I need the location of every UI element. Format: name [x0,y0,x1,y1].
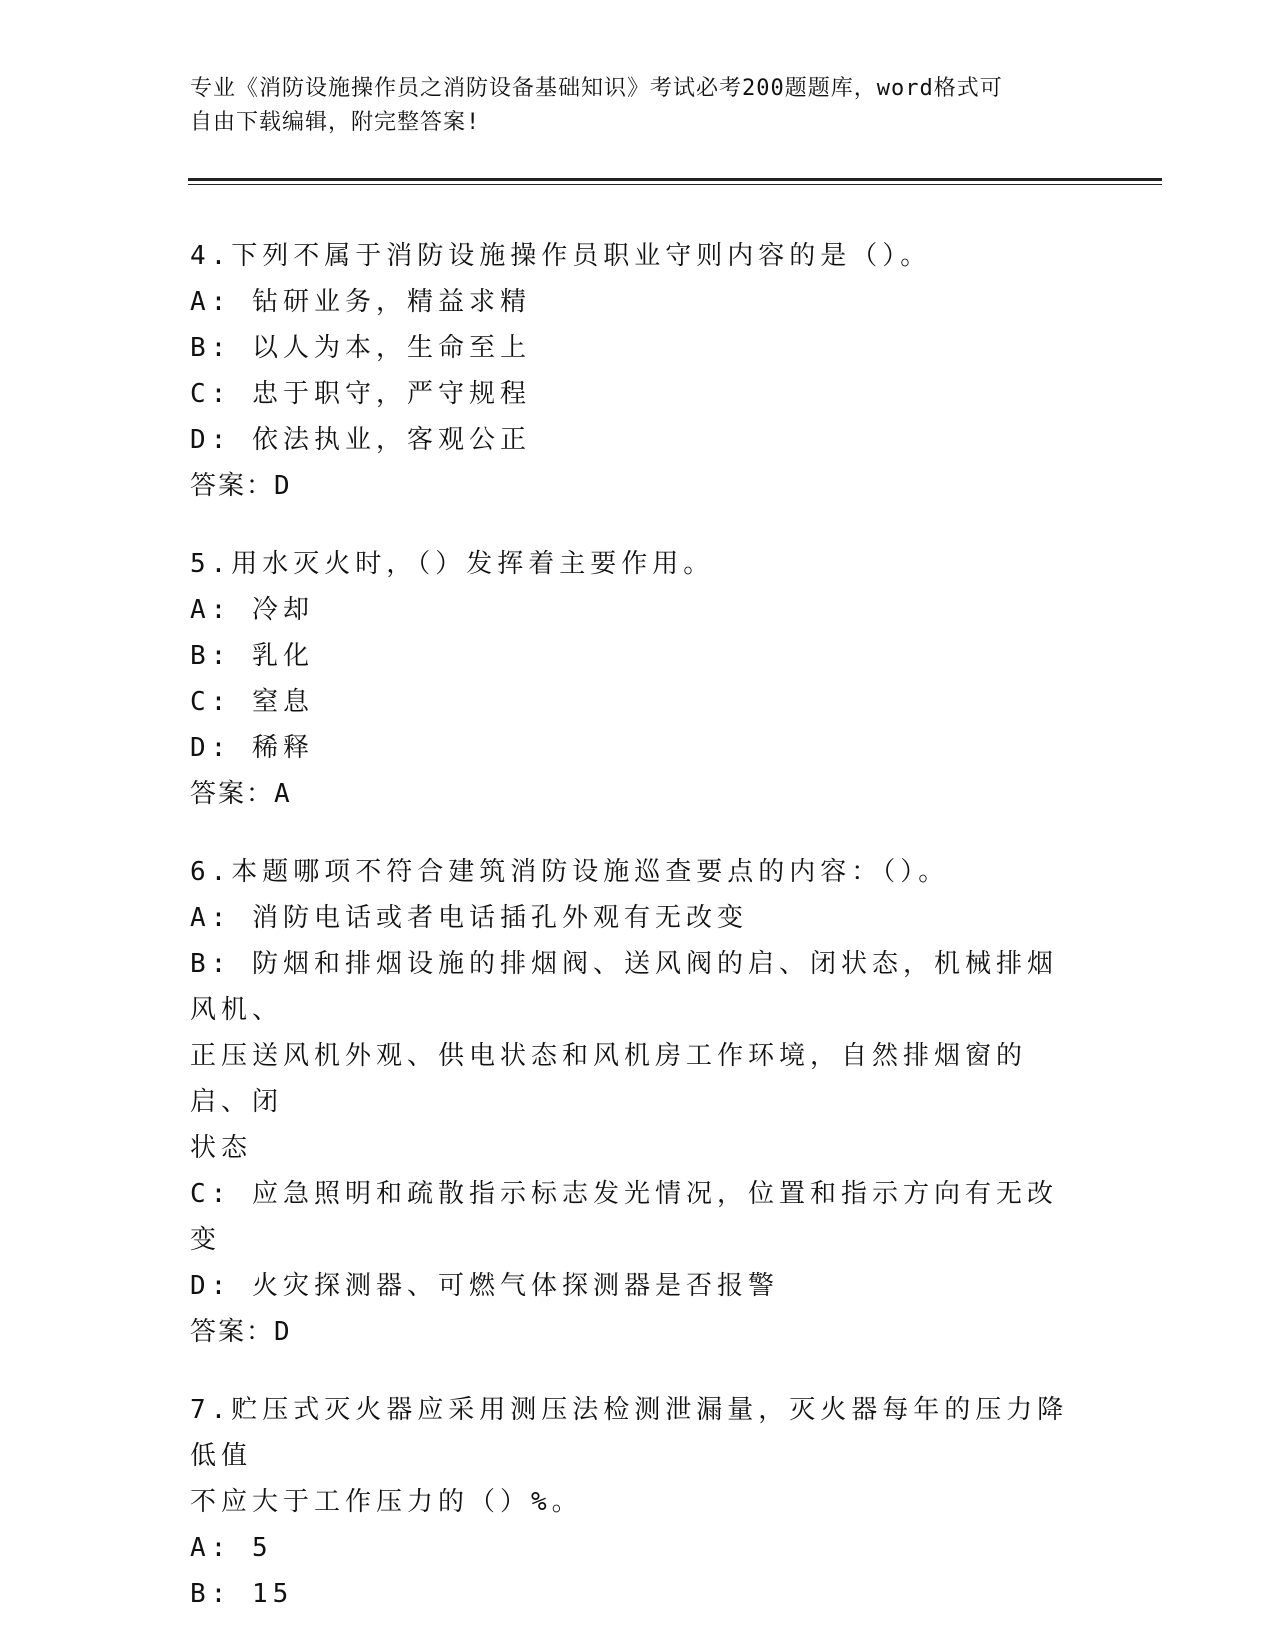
option-c: C: 忠于职守，严守规程 [190,379,531,409]
option-a: A: 冷却 [190,595,314,625]
answer-label: 答案： [190,1317,275,1347]
answer-label: 答案： [190,471,275,501]
answer-line [190,771,1070,817]
option-d: D: 火灾探测器、可燃气体探测器是否报警 [190,1271,779,1301]
header-divider-thick [188,178,1162,181]
option-c: C: 窒息 [190,687,314,717]
question-item-4 [190,233,1070,509]
option-b: B: 防烟和排烟设施的排烟阀、送风阀的启、闭状态，机械排烟风机、 [190,949,1058,1025]
answer-label: 答案： [190,779,275,809]
question-stem: 7.贮压式灭火器应采用测压法检测泄漏量，灭火器每年的压力降低值 [190,1395,1069,1471]
answer-line [190,1309,1070,1355]
document-header [190,72,1090,140]
option-c: C: 应急照明和疏散指示标志发光情况，位置和指示方向有无改变 [190,1179,1058,1255]
header-line-2: 自由下载编辑，附完整答案! [190,110,481,135]
question-item-6 [190,849,1070,1355]
option-b-continued: 正压送风机外观、供电状态和风机房工作环境，自然排烟窗的启、闭 [190,1041,1028,1117]
answer-value: D [274,471,292,501]
option-b: B: 15 [190,1579,294,1609]
question-stem-continued: 不应大于工作压力的（）%。 [190,1487,583,1517]
answer-value: D [274,1317,292,1347]
option-a: A: 5 [190,1533,273,1563]
question-stem: 4.下列不属于消防设施操作员职业守则内容的是（）。 [190,241,932,271]
answer-line [190,463,1070,509]
answer-value: A [274,779,292,809]
option-a: A: 消防电话或者电话插孔外观有无改变 [190,903,748,933]
header-divider-thin [188,184,1162,185]
question-item-7 [190,1387,1070,1617]
header-line-1: 专业《消防设施操作员之消防设备基础知识》考试必考200题题库，word格式可 [190,76,1003,101]
question-stem: 5.用水灭火时，（）发挥着主要作用。 [190,549,715,579]
option-d: D: 依法执业，客观公正 [190,425,531,455]
question-list [190,233,1070,1649]
option-b: B: 乳化 [190,641,314,671]
option-d: D: 稀释 [190,733,314,763]
option-b-continued: 状态 [190,1133,253,1163]
option-b: B: 以人为本，生命至上 [190,333,531,363]
option-a: A: 钻研业务，精益求精 [190,287,531,317]
question-item-5 [190,541,1070,817]
question-stem: 6.本题哪项不符合建筑消防设施巡查要点的内容：（）。 [190,857,950,887]
